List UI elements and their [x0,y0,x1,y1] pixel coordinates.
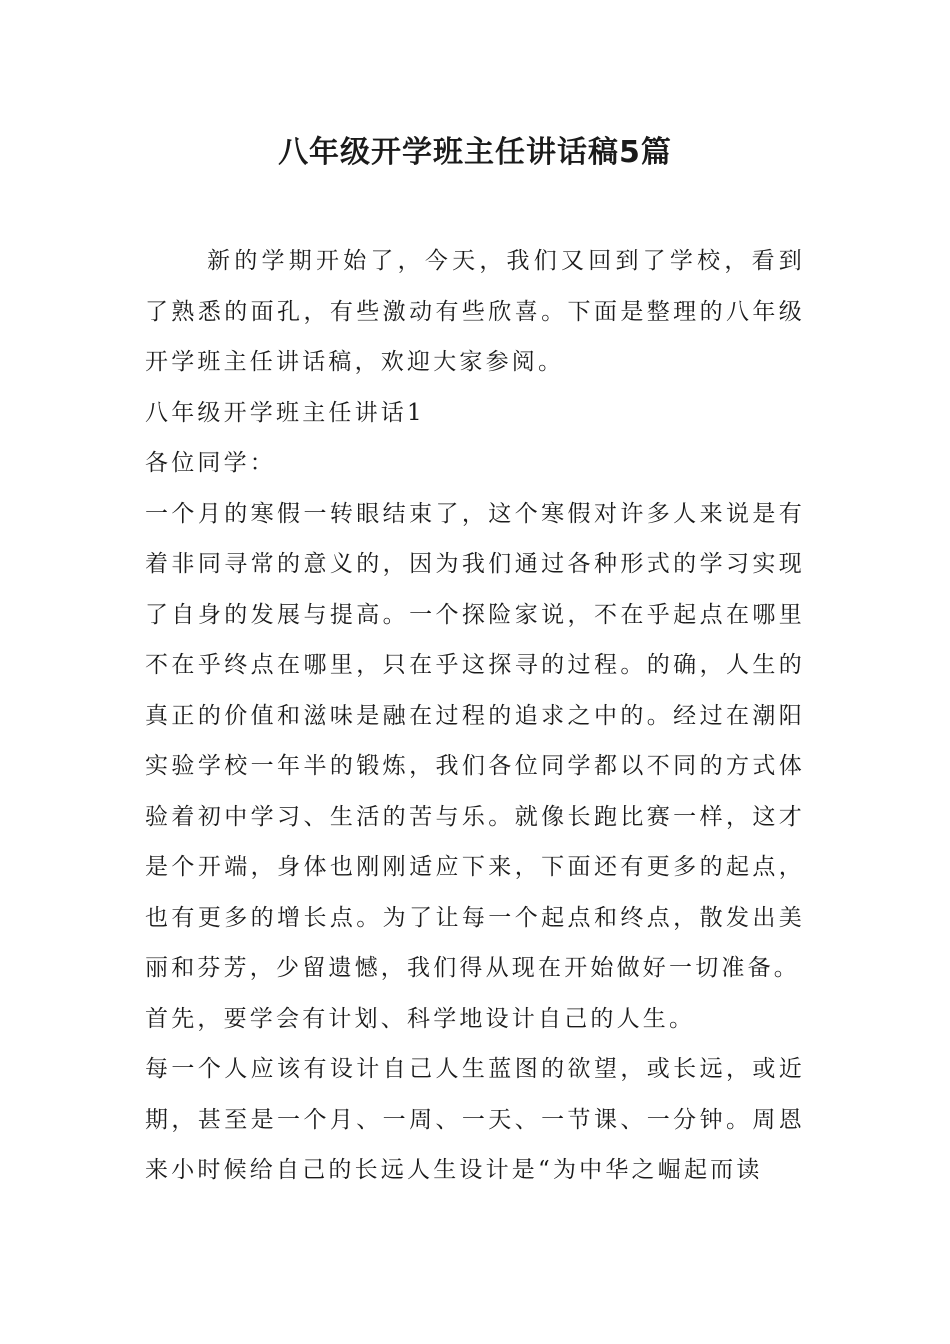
section-heading: 八年级开学班主任讲话1 [145,399,425,426]
body-paragraph: 首先，要学会有计划、科学地设计自己的人生。 [145,1005,696,1032]
document-title: 八年级开学班主任讲话稿5篇 [278,135,672,170]
body-paragraph: 每一个人应该有设计自己人生蓝图的欲望，或长远，或近期，甚至是一个月、一周、一天、一节课、一分钟。周恩来小时候给自己的长远人生设计是“为中华之崛起而读 [145,1056,805,1183]
intro-paragraph: 新的学期开始了，今天，我们又回到了学校，看到了熟悉的面孔，有些激动有些欣喜。下面是整理的八年级开学班主任讲话稿，欢迎大家参阅。 [145,248,805,375]
document-body [145,236,805,1196]
body-paragraph: 一个月的寒假一转眼结束了，这个寒假对许多人来说是有着非同寻常的意义的，因为我们通过各种形式的学习实现了自身的发展与提高。一个探险家说，不在乎起点在哪里不在乎终点在哪里，只在乎这探寻的过程。的确，人生的真正的价值和滋味是融在过程的追求之中的。经过在潮阳实验学校一年半的锻炼，我们各位同学都以不同的方式体验着初中学习、生活的苦与乐。就像长跑比赛一样，这才是个开端，身体也刚刚适应下来，下面还有更多的起点，也有更多的增长点。为了让每一个起点和终点，散发出美丽和芬芳，少留遗憾，我们得从现在开始做好一切准备。 [145,500,805,981]
salutation: 各位同学： [145,450,276,476]
